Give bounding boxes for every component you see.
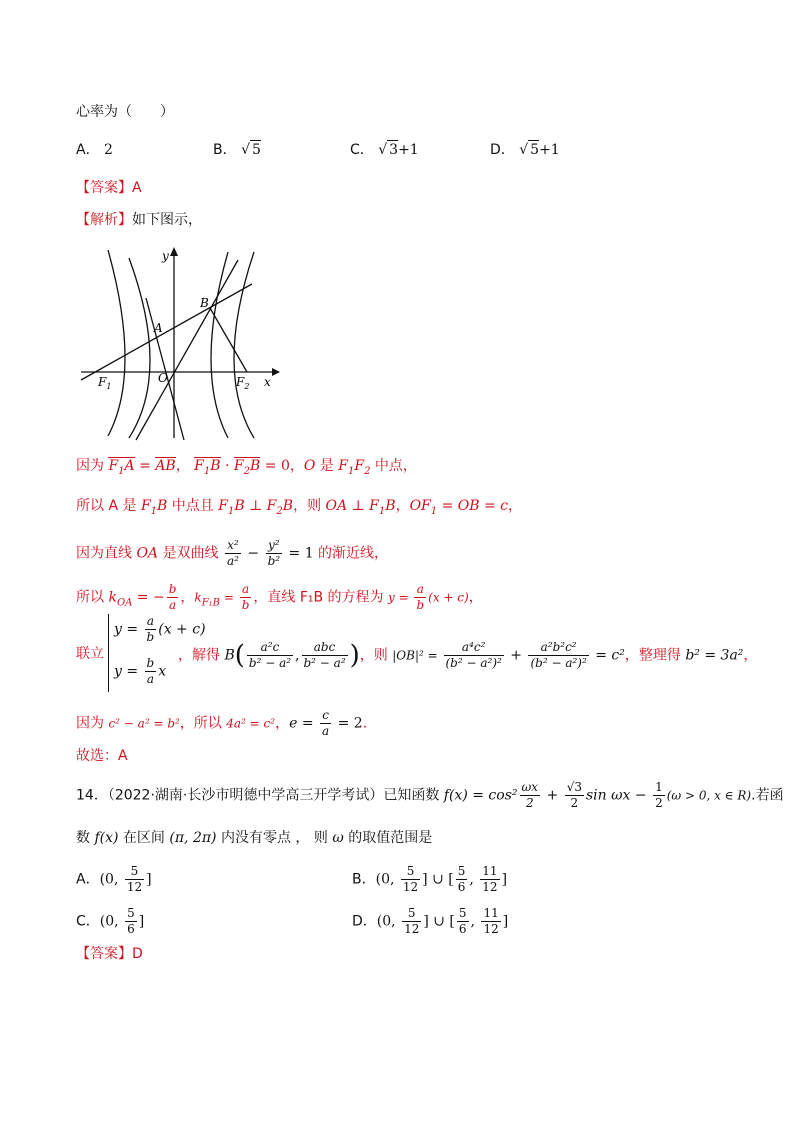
num: a xyxy=(240,582,252,598)
text: 因为直线 xyxy=(76,545,137,562)
label-f2-sub: 2 xyxy=(244,382,250,391)
text: 是双曲线 xyxy=(158,545,223,562)
text: 是 xyxy=(315,458,339,474)
text: ，则 xyxy=(359,647,393,664)
e: e = xyxy=(289,715,319,732)
text: .若函 xyxy=(751,787,784,804)
v: B xyxy=(385,498,396,514)
op: + xyxy=(505,647,527,664)
text: ，直线 F₁B 的方程为 xyxy=(253,589,388,606)
option-label: B． xyxy=(352,871,376,888)
sub: 1 xyxy=(203,465,211,477)
hyperbola-left-branch xyxy=(108,250,125,436)
analysis-intro: 如下图示， xyxy=(132,212,202,228)
answer-14 xyxy=(76,944,143,964)
fraction xyxy=(457,906,469,937)
oa-perp xyxy=(325,498,396,517)
sub: 2 xyxy=(243,465,251,477)
label-y: y xyxy=(162,249,169,263)
fraction xyxy=(302,640,348,671)
o: O xyxy=(303,458,316,474)
text: 中点， xyxy=(370,458,417,474)
hyperbola-figure xyxy=(76,240,286,445)
num: abc xyxy=(302,640,348,656)
eq: = xyxy=(134,458,156,474)
of1 xyxy=(409,498,509,517)
num: 5 xyxy=(402,906,421,922)
label-f1-main: F xyxy=(98,375,107,389)
answer-tag: 【答案】 xyxy=(76,946,132,962)
comma: , xyxy=(295,647,300,664)
text: 中点且 xyxy=(167,498,219,514)
text: 内没有零点 ， 则 xyxy=(216,830,333,846)
text: 14．（2022·湖南·长沙市明德中学高三开学考试）已知函数 xyxy=(76,787,444,804)
fraction xyxy=(320,708,331,739)
fraction xyxy=(247,640,293,671)
q13-option-a[interactable] xyxy=(76,140,113,160)
close: ] xyxy=(146,871,152,888)
fraction xyxy=(565,780,584,811)
den: b xyxy=(416,598,425,612)
den: a² xyxy=(226,554,239,568)
den: (b² − a²)² xyxy=(530,656,587,670)
fraction xyxy=(167,582,179,613)
label-a: A xyxy=(154,321,163,335)
fraction xyxy=(145,656,157,687)
den: 6 xyxy=(127,922,135,936)
fraction xyxy=(225,538,241,569)
num: a²b²c² xyxy=(528,640,588,656)
answer-tag: 【答案】 xyxy=(76,180,132,196)
text: ，则 xyxy=(293,498,326,514)
label-f1 xyxy=(97,375,111,391)
label-f1-sub: 1 xyxy=(106,382,112,391)
num: y² xyxy=(266,538,283,554)
fraction xyxy=(125,864,144,895)
den: (b² − a²)² xyxy=(445,656,502,670)
close: ] xyxy=(138,913,145,930)
text: 的取值范围是 xyxy=(343,830,433,846)
v: = OB = c xyxy=(437,498,509,514)
num: 5 xyxy=(125,864,144,880)
rest: x xyxy=(158,663,167,680)
answer-value: A xyxy=(132,180,142,196)
v: B xyxy=(210,458,221,474)
sqrt-sign: √ xyxy=(378,142,388,158)
num: a xyxy=(414,582,426,598)
v: OF xyxy=(409,498,431,514)
choice-line: 故选：A xyxy=(76,748,128,764)
v: A xyxy=(124,458,135,474)
option-suffix: +1 xyxy=(398,142,419,158)
y: y = xyxy=(114,621,143,638)
fraction xyxy=(240,582,252,613)
mid: ] ∪ [ xyxy=(422,871,454,888)
q14-option-d[interactable] xyxy=(352,906,508,937)
q13-option-d[interactable] xyxy=(490,140,560,160)
text: 的渐近线， xyxy=(313,545,389,562)
v: B xyxy=(250,458,261,474)
v: F xyxy=(194,458,204,474)
eq: c² − a² = b² xyxy=(108,716,180,731)
num: 5 xyxy=(127,906,135,920)
answer-13 xyxy=(76,178,142,198)
v: B xyxy=(282,498,294,514)
asymptote-2 xyxy=(146,298,184,440)
solution-line-6 xyxy=(76,708,377,739)
sin: sin ωx − xyxy=(585,787,652,804)
v: B ⊥ F xyxy=(234,498,277,514)
num: 5 xyxy=(458,906,467,920)
den: 12 xyxy=(482,880,498,894)
den: 2 xyxy=(655,796,663,810)
lianli-label: 联立 xyxy=(76,646,104,662)
den: b² − a² xyxy=(303,656,346,670)
open: (0, xyxy=(99,913,124,930)
eq: = c² xyxy=(590,647,625,664)
sep: ， xyxy=(175,458,190,474)
fx: f(x) xyxy=(94,830,119,846)
text: ，解得 xyxy=(178,647,225,664)
paren-close: ) xyxy=(349,640,360,671)
q13-option-b[interactable] xyxy=(213,140,261,160)
answer-value: D xyxy=(132,946,143,962)
fraction xyxy=(125,906,137,937)
den: 12 xyxy=(402,880,419,894)
solution-line-5 xyxy=(178,640,757,671)
label-b: B xyxy=(200,296,209,310)
num: ωx xyxy=(521,780,539,794)
solution-line-3 xyxy=(76,538,388,569)
dot: · xyxy=(220,458,234,474)
q14-option-c[interactable] xyxy=(76,906,144,937)
text: ，所以 xyxy=(179,715,227,732)
fraction xyxy=(480,864,499,895)
text: ． xyxy=(362,715,377,732)
label-o: O xyxy=(158,371,168,385)
fraction xyxy=(520,780,541,811)
text: 所以 A 是 xyxy=(76,498,141,514)
text: 因为 xyxy=(76,715,109,732)
label-f2 xyxy=(235,375,249,391)
eq: 4a² = c² xyxy=(226,716,276,731)
den: b² − a² xyxy=(248,656,292,670)
op: + xyxy=(542,787,563,804)
text: 数 xyxy=(76,830,95,846)
unused-3 xyxy=(120,262,143,436)
num: a xyxy=(145,614,157,630)
num: 1 xyxy=(655,780,663,794)
sub: 2 xyxy=(276,505,283,517)
den: a xyxy=(169,598,177,612)
sub: OA xyxy=(116,597,133,609)
paren: (x + c) xyxy=(428,590,469,605)
sub: 1 xyxy=(227,505,235,517)
vector-f2b xyxy=(234,457,260,479)
option-label: D． xyxy=(490,142,515,158)
result: b² = 3a² xyxy=(685,647,744,664)
eq: = 1 xyxy=(284,545,314,562)
hyperbola-left-inner xyxy=(129,258,150,438)
sep: ， xyxy=(275,715,290,732)
den: 12 xyxy=(126,880,143,894)
hyperbola-right-outer xyxy=(234,252,254,438)
vector-ab: AB xyxy=(155,458,176,474)
option-label: A． xyxy=(76,142,100,158)
vector-f1a xyxy=(108,457,134,479)
den: 2 xyxy=(570,796,579,810)
open: (0, xyxy=(99,871,123,888)
fraction xyxy=(401,864,420,895)
fraction xyxy=(266,538,283,569)
sep: ， xyxy=(289,458,304,474)
interval: (π, 2π) xyxy=(169,830,217,846)
label-x: x xyxy=(264,375,271,389)
v: F xyxy=(338,458,348,474)
label-f2-main: F xyxy=(236,375,245,389)
sub: 2 xyxy=(364,465,371,477)
den: 12 xyxy=(404,922,420,936)
line-bf2 xyxy=(210,308,247,372)
fraction xyxy=(145,614,157,645)
text: ， xyxy=(468,589,483,606)
option-label: C． xyxy=(350,142,374,158)
text: ，整理得 xyxy=(624,647,686,664)
num: a⁴c² xyxy=(444,640,504,656)
v: F xyxy=(140,498,151,514)
option-value: 2 xyxy=(104,142,113,158)
num: 5 xyxy=(457,864,466,878)
k: k xyxy=(194,590,202,605)
sep: ， xyxy=(395,498,410,514)
v: B xyxy=(157,498,168,514)
v: F xyxy=(108,458,119,474)
paren-open: ( xyxy=(234,640,245,671)
den: 6 xyxy=(458,922,467,936)
den: 2 xyxy=(525,796,534,810)
q14-option-b[interactable] xyxy=(352,864,507,895)
fraction xyxy=(414,582,426,613)
sub: 1 xyxy=(430,505,438,517)
num: 11 xyxy=(483,906,499,920)
ob: |OB|² = xyxy=(392,648,442,663)
num: b xyxy=(146,656,155,670)
den: b xyxy=(241,598,250,612)
rest: (x + c) xyxy=(158,621,206,638)
fx: f(x) = cos² xyxy=(443,787,518,804)
sub: F₁B xyxy=(201,597,220,609)
radicand: 5 xyxy=(530,142,540,158)
option-suffix: +1 xyxy=(539,142,560,158)
num: 5 xyxy=(401,864,420,880)
fraction xyxy=(444,640,504,671)
close: ] xyxy=(502,913,509,930)
fraction xyxy=(653,780,665,811)
eq: = xyxy=(220,590,238,605)
eq: = − xyxy=(132,589,165,606)
den: 12 xyxy=(483,922,499,936)
option-label: C． xyxy=(76,913,100,930)
num: a²c xyxy=(247,640,293,656)
f1f2 xyxy=(338,458,371,477)
q14-option-a[interactable] xyxy=(76,864,152,895)
y-axis-arrow xyxy=(170,247,178,256)
b: B xyxy=(224,647,235,664)
option-label: A． xyxy=(76,871,100,888)
solution-line-4 xyxy=(76,582,483,613)
q14-stem-line-2 xyxy=(76,828,432,848)
den: a xyxy=(146,672,154,686)
text: ， xyxy=(743,647,758,664)
option-label: D． xyxy=(352,913,377,930)
num: b xyxy=(168,582,177,596)
solution-line-2 xyxy=(76,496,522,522)
num: c xyxy=(320,708,331,724)
x-axis-arrow xyxy=(272,368,280,376)
den: 6 xyxy=(457,880,466,894)
q13-option-c[interactable] xyxy=(350,140,419,160)
system-row-2 xyxy=(114,656,166,687)
y: y = xyxy=(388,590,413,605)
system-brace xyxy=(108,614,109,692)
option-label: B． xyxy=(213,142,237,158)
v: F xyxy=(218,498,228,514)
text: 所以 xyxy=(76,589,109,606)
zero: = 0 xyxy=(260,458,290,474)
result: = 2 xyxy=(333,715,363,732)
fraction xyxy=(402,906,421,937)
v: F xyxy=(233,458,244,474)
mid: ] ∪ [ xyxy=(423,913,455,930)
text: ， xyxy=(508,498,523,514)
hyperbola-right-branch xyxy=(211,252,228,438)
num: √3 xyxy=(566,780,582,794)
fraction xyxy=(528,640,588,671)
close: ] xyxy=(501,871,508,888)
solution-line-1 xyxy=(76,456,417,482)
v: OA ⊥ F xyxy=(325,498,379,514)
comma: , xyxy=(469,871,479,888)
comma: , xyxy=(470,913,480,930)
analysis-heading xyxy=(76,210,202,230)
num: x² xyxy=(225,538,241,554)
seg xyxy=(140,498,168,517)
den: a xyxy=(322,724,330,738)
den: b xyxy=(146,630,155,644)
sub: 1 xyxy=(378,505,386,517)
analysis-tag: 【解析】 xyxy=(76,212,132,228)
num: 11 xyxy=(482,864,498,878)
radicand: 3 xyxy=(389,142,399,158)
text: 因为 xyxy=(76,458,104,474)
op: − xyxy=(242,545,264,562)
perp xyxy=(218,498,294,517)
q14-stem-line-1 xyxy=(76,780,784,811)
fraction xyxy=(481,906,500,937)
sub: 1 xyxy=(150,505,158,517)
v: F xyxy=(354,458,365,474)
text: 在区间 xyxy=(118,830,170,846)
omega: ω xyxy=(332,830,344,846)
k: k xyxy=(108,589,117,606)
oa: OA xyxy=(136,545,159,562)
sub: 1 xyxy=(118,465,125,477)
fraction xyxy=(456,864,468,895)
den: b² xyxy=(267,554,281,568)
asymptote-1 xyxy=(136,260,238,440)
y: y = xyxy=(114,663,143,680)
open: (0, xyxy=(376,913,401,930)
sep: ， xyxy=(180,589,195,606)
sqrt-sign: √ xyxy=(241,142,250,158)
sqrt-sign: √ xyxy=(519,142,529,158)
sub: 1 xyxy=(347,465,355,477)
open: (0, xyxy=(375,871,399,888)
line-f1b xyxy=(81,284,252,380)
radicand: 5 xyxy=(251,142,261,158)
q13-stem-tail: 心率为（ ） xyxy=(76,104,174,120)
cond: (ω > 0, x ∈ R) xyxy=(666,788,752,803)
vector-f1b xyxy=(194,457,220,479)
